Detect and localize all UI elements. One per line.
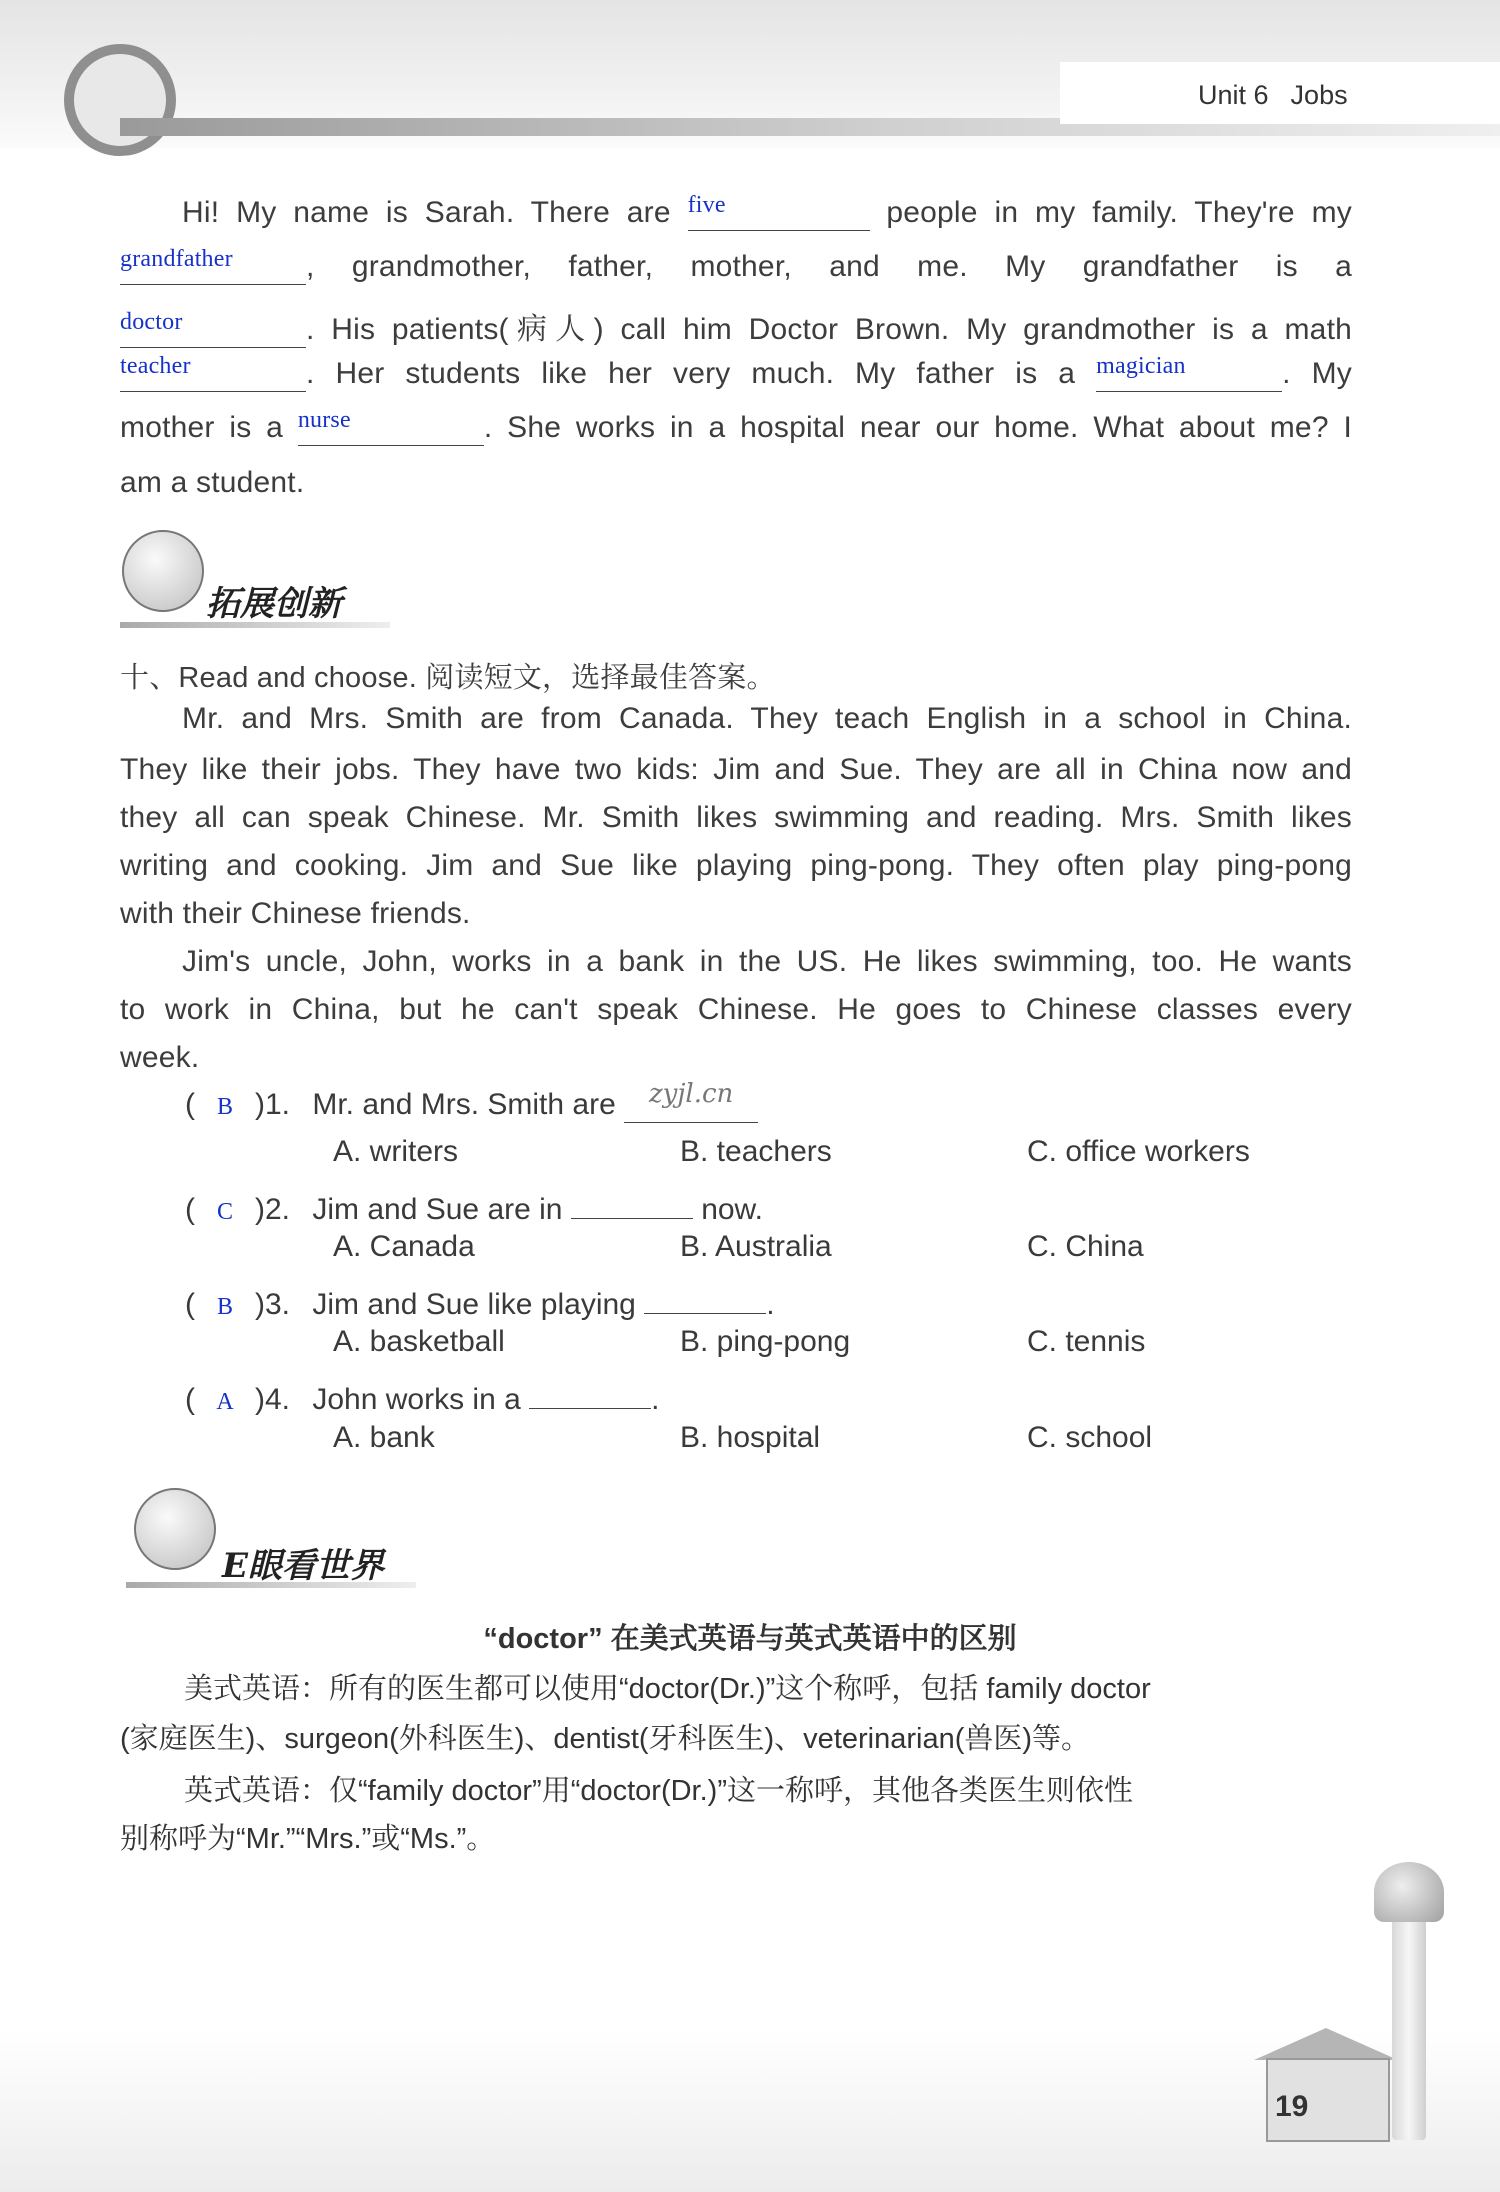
question-1: ( B )1. Mr. and Mrs. Smith are zyjl.cn (185, 1088, 758, 1123)
reading-line: writing and cooking. Jim and Sue like playing ping-pong. They often play ping-pong (120, 849, 1352, 882)
passage-line: mother is a $^{nurse}$ . She works in a hospital near our home. What about me? I (120, 407, 1352, 444)
question-blank (624, 1079, 758, 1123)
answer-choice: A (216, 1389, 234, 1415)
watermark-scribble: zyjl.cn (648, 1079, 734, 1109)
reading-line: to work in China, but he can't speak Chinese. He goes to Chinese classes every (120, 993, 1352, 1026)
option-a: A. basketball (333, 1325, 505, 1358)
answer-choice: B (216, 1094, 233, 1120)
world-paragraph-line: 别称呼为“Mr.”“Mrs.”或“Ms.”。 (120, 1823, 496, 1855)
exercise-heading: 十、Read and choose. 阅读短文，选择最佳答案。 (120, 662, 776, 694)
reading-line: Mr. and Mrs. Smith are from Canada. They teach English in a school in China. (182, 702, 1352, 735)
bee-mascot-icon (122, 530, 204, 612)
question-3: ( B )3. Jim and Sue like playing . (185, 1279, 775, 1322)
question-blank (644, 1279, 766, 1314)
option-c: C. school (1027, 1421, 1153, 1454)
world-paragraph-line: 美式英语：所有的医生都可以使用“doctor(Dr.)”这个称呼，包括 family doctor (184, 1673, 1151, 1705)
answer-blank (120, 246, 306, 285)
option-a: A. writers (333, 1135, 459, 1168)
world-paragraph-line: (家庭医生)、surgeon(外科医生)、dentist(牙科医生)、veterinarian(兽医)等。 (120, 1723, 1091, 1755)
reading-line: week. (120, 1041, 200, 1074)
handwritten-answer: five (687, 192, 726, 218)
unit-label (1198, 80, 1348, 111)
handwritten-answer: nurse (297, 407, 351, 433)
page-number: 19 (1275, 2090, 1309, 2123)
question-blank (571, 1184, 693, 1219)
answer-choice: B (216, 1294, 233, 1320)
house-icon (1254, 2028, 1398, 2060)
option-b: B. Australia (680, 1230, 832, 1263)
section-title-extension: 拓展创新 (206, 584, 342, 624)
handwritten-answer: grandfather (120, 246, 233, 272)
reading-line: They like their jobs. They have two kids: Jim and Sue. They are all in China now and (120, 753, 1352, 786)
answer-blank (120, 309, 306, 348)
unit-number: Unit 6 (1198, 80, 1269, 110)
option-b: B. ping-pong (680, 1325, 851, 1358)
answer-blank (120, 353, 306, 392)
option-c: C. tennis (1027, 1325, 1146, 1358)
question-4: ( A )4. John works in a . (185, 1374, 659, 1417)
passage-line: am a student. (120, 466, 305, 499)
answer-blank (687, 192, 870, 231)
tower-dome (1374, 1862, 1444, 1922)
unit-title: Jobs (1290, 80, 1348, 110)
handwritten-answer: teacher (120, 353, 191, 379)
option-a: A. Canada (333, 1230, 475, 1263)
handwritten-answer: doctor (120, 309, 183, 335)
world-title: “doctor” 在美式英语与英式英语中的区别 (483, 1623, 1017, 1655)
reading-line: they all can speak Chinese. Mr. Smith likes swimming and reading. Mrs. Smith likes (120, 801, 1352, 834)
bee-mascot-icon (134, 1488, 216, 1570)
answer-blank (1096, 353, 1282, 392)
world-paragraph-line: 英式英语：仅“family doctor”用“doctor(Dr.)”这一称呼，其他各类医生则依性 (184, 1775, 1133, 1807)
question-blank (529, 1374, 651, 1409)
answer-choice: C (216, 1199, 233, 1225)
question-2: ( C )2. Jim and Sue are in now. (185, 1184, 763, 1227)
option-a: A. bank (333, 1421, 435, 1454)
option-b: B. hospital (680, 1421, 821, 1454)
passage-line: Hi! My name is Sarah. There are $^{five}$ people in my family. They're my (182, 192, 1352, 229)
passage-line: $^{grandfather}$ , grandmother, father, mother, and me. My grandfather is a (120, 246, 1352, 283)
handwritten-answer: magician (1096, 353, 1186, 379)
option-c: C. China (1027, 1230, 1144, 1263)
reading-line: Jim's uncle, John, works in a bank in the US. He likes swimming, too. He wants (182, 945, 1352, 978)
header-circle-ornament (64, 44, 176, 156)
answer-blank (297, 407, 484, 446)
section-title-world: E眼看世界 (222, 1546, 384, 1586)
option-b: B. teachers (680, 1135, 832, 1168)
reading-line: with their Chinese friends. (120, 897, 471, 930)
passage-line: $^{doctor}$ . His patients(病人) call him Doctor Brown. My grandmother is a math (120, 309, 1352, 346)
passage-line: $^{teacher}$ . Her students like her very much. My father is a $^{magician}$ . My (120, 353, 1352, 390)
option-c: C. office workers (1027, 1135, 1250, 1168)
